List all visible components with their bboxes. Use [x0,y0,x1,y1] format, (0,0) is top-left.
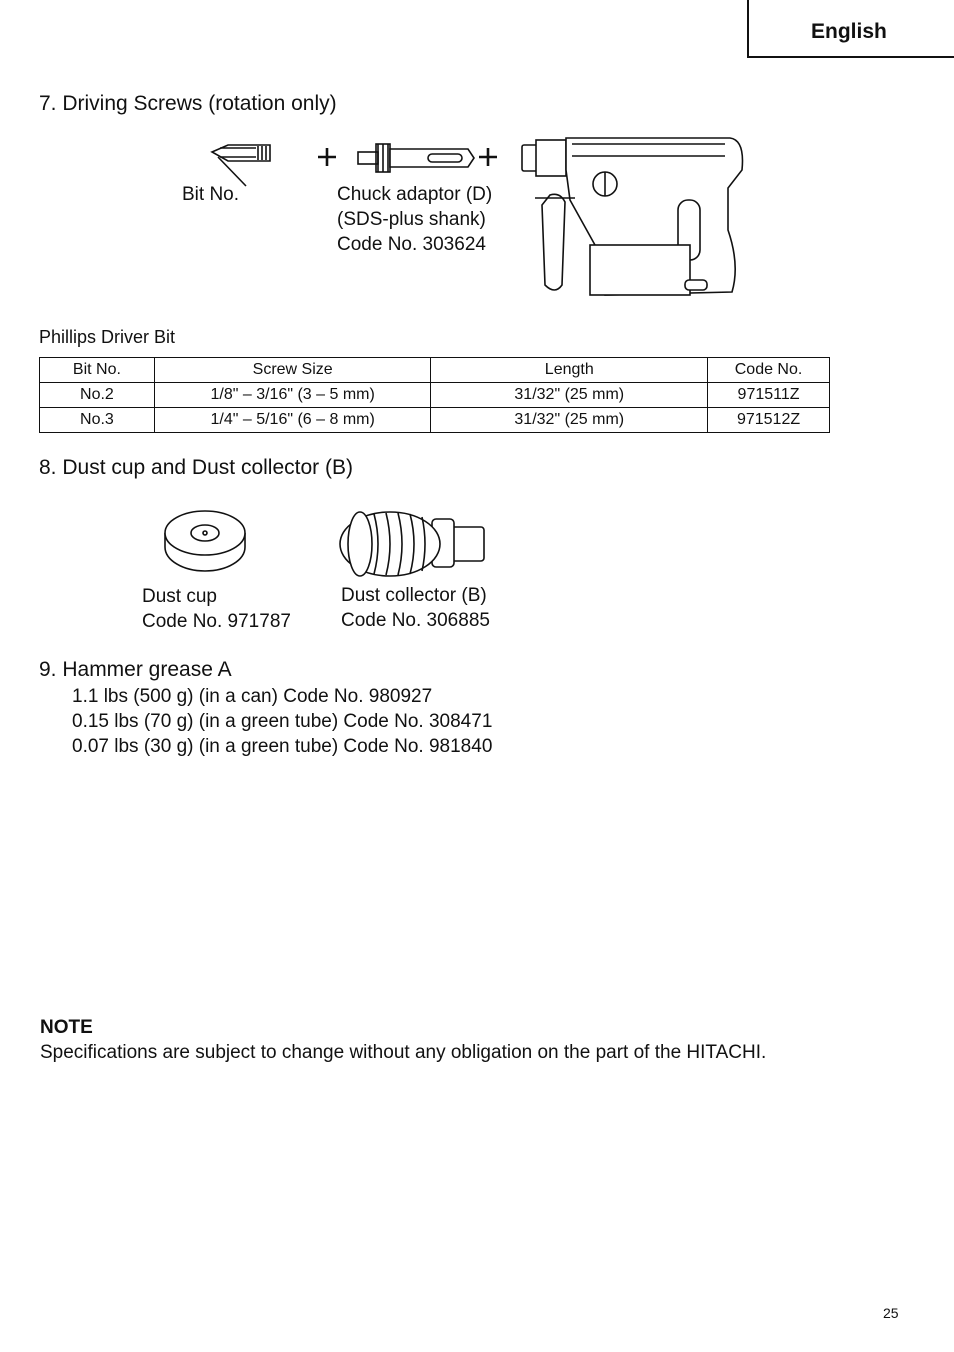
note-title: NOTE [40,1017,93,1038]
phillips-driver-bit-table [39,357,830,433]
table-header-cell: Bit No. [40,358,155,383]
plus-sign [479,148,497,166]
table-cell: 1/8" – 3/16" (3 – 5 mm) [154,383,431,408]
section-9-heading: 9. Hammer grease A [39,658,232,681]
dust-collector-label [341,583,490,633]
table-cell: No.2 [40,383,155,408]
chuck-adaptor-drawing [358,144,474,172]
dust-cup-code: Code No. 971787 [142,611,291,632]
list-item: 1.1 lbs (500 g) (in a can) Code No. 980927 [72,686,433,707]
dust-cup-drawing [165,511,245,571]
table-cell: 31/32" (25 mm) [431,408,708,433]
dust-collector-drawing [340,512,484,576]
phillips-table-title: Phillips Driver Bit [39,327,176,347]
language-label: English [811,20,887,43]
chuck-adaptor-label [337,182,492,257]
driver-bit-drawing [212,145,270,186]
plus-sign [318,148,336,166]
list-item: 0.15 lbs (70 g) (in a green tube) Code No. 308471 [72,711,493,732]
table-header-cell: Code No. [708,358,830,383]
bit-no-label: Bit No. [182,184,240,205]
table-header-row [40,358,830,383]
table-row [40,383,830,408]
section-7-heading: 7. Driving Screws (rotation only) [39,92,337,115]
dust-collector-name: Dust collector (B) [341,585,487,606]
table-cell: 971512Z [708,408,830,433]
table-cell: 971511Z [708,383,830,408]
table-header-cell: Screw Size [154,358,431,383]
note-text: Specifications are subject to change without any obligation on the part of the HITACHI. [40,1042,767,1063]
grease-list [72,684,492,759]
table-header-cell: Length [431,358,708,383]
table-cell: 1/4" – 5/16" (6 – 8 mm) [154,408,431,433]
chuck-adaptor-shank: (SDS-plus shank) [337,209,486,230]
chuck-adaptor-name: Chuck adaptor (D) [337,184,493,205]
list-item: 0.07 lbs (30 g) (in a green tube) Code No. 981840 [72,736,493,757]
table-cell: No.3 [40,408,155,433]
dust-collector-code: Code No. 306885 [341,610,490,631]
dust-cup-name: Dust cup [142,586,217,607]
section-8-heading: 8. Dust cup and Dust collector (B) [39,456,353,479]
hammer-drill-drawing [522,138,743,295]
table-row [40,408,830,433]
dust-cup-label [142,584,291,634]
dust-parts-illustration [160,505,490,585]
chuck-adaptor-code: Code No. 303624 [337,234,486,255]
table-cell: 31/32" (25 mm) [431,383,708,408]
page-number: 25 [883,1305,899,1321]
language-tab [747,0,954,58]
